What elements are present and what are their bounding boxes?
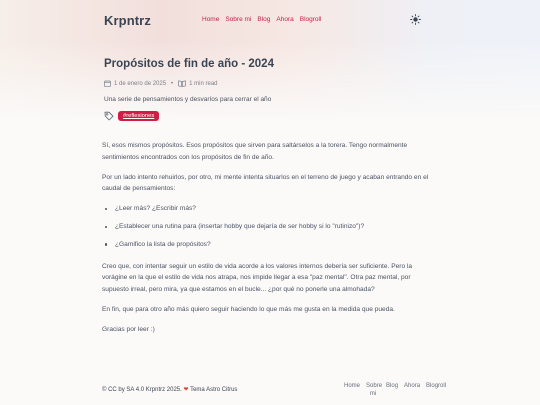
calendar-icon [104, 80, 111, 87]
footer-nav-blog[interactable]: Blog [386, 383, 399, 389]
paragraph: En fin, que para otro año más quiero seguir haciendo lo que más me gusta en la medida que pueda. [102, 305, 395, 313]
post-title: Propósitos de fin de año - 2024 [104, 58, 274, 70]
paragraph: Creo que, con intentar seguir un estilo de vida acorde a los valores internos debería ser suficiente. Pero la vorágine en la que el estilo de vida nos atrapa, nos impide llegar a esa "paz mental". Otra paz mental, por supuesto irreal, pero mira, ya que estamos en el bucle... ¿por qué no ponerle una almohada? [102, 262, 413, 293]
sun-icon[interactable] [410, 14, 421, 25]
footer-nav-ahora[interactable]: Ahora [404, 383, 421, 389]
post-tags [104, 111, 159, 121]
nav-item-ahora[interactable]: Ahora [276, 16, 294, 23]
site-logo[interactable]: Krpntrz [104, 13, 151, 28]
tag-icon [104, 111, 114, 121]
footer-nav-sobre-mi[interactable]: Sobre mi [366, 383, 383, 397]
heart-icon: ❤ [183, 387, 189, 393]
post-meta [104, 80, 218, 87]
footer-copyright [102, 386, 237, 393]
footer-nav-home[interactable]: Home [344, 383, 361, 389]
nav-item-blog[interactable]: Blog [257, 16, 271, 23]
book-icon [178, 80, 186, 87]
list-item: ¿Gamifico la lista de propósitos? [102, 239, 434, 251]
list-item: ¿Establecer una rutina para (insertar hobby que dejaría de ser hobby si lo "rutinizo")? [102, 221, 434, 233]
copyright-text: © CC by SA 4.0 Krpntrz 2025. [102, 387, 182, 393]
main-nav [202, 16, 321, 23]
post-content [102, 140, 434, 344]
tag-reflexiones[interactable]: #reflexiones [118, 111, 159, 121]
nav-item-sobre-mi[interactable]: Sobre mi [225, 16, 252, 23]
list-item: ¿Leer más? ¿Escribir más? [102, 203, 434, 215]
footer-nav-blogroll[interactable]: Blogroll [426, 383, 447, 389]
nav-item-home[interactable]: Home [202, 16, 220, 23]
meta-separator: • [171, 80, 174, 87]
paragraph: Sí, esos mismos propósitos. Esos propósitos que sirven para saltárselos a la torera. Tengo normalmente sentimientos encontrados con los propósitos de fin de año. [102, 142, 408, 161]
post-date: 1 de enero de 2025 [114, 80, 167, 87]
site-header [0, 0, 540, 40]
paragraph: Gracias por leer :) [102, 325, 155, 333]
nav-item-blogroll[interactable]: Blogroll [299, 16, 322, 23]
theme-credit[interactable]: Tema Astro Citrus [190, 387, 238, 393]
post-description: Una serie de pensamientos y desvaríos para cerrar el año [104, 96, 272, 103]
footer-nav [344, 382, 446, 398]
read-time: 1 min read [189, 80, 218, 87]
paragraph: Por un lado intento rehuirlos, por otro, mi mente intenta situarlos en el terreno de juego y acaban entrando en el caudal de pensamientos: [102, 173, 429, 193]
question-list [102, 203, 434, 250]
